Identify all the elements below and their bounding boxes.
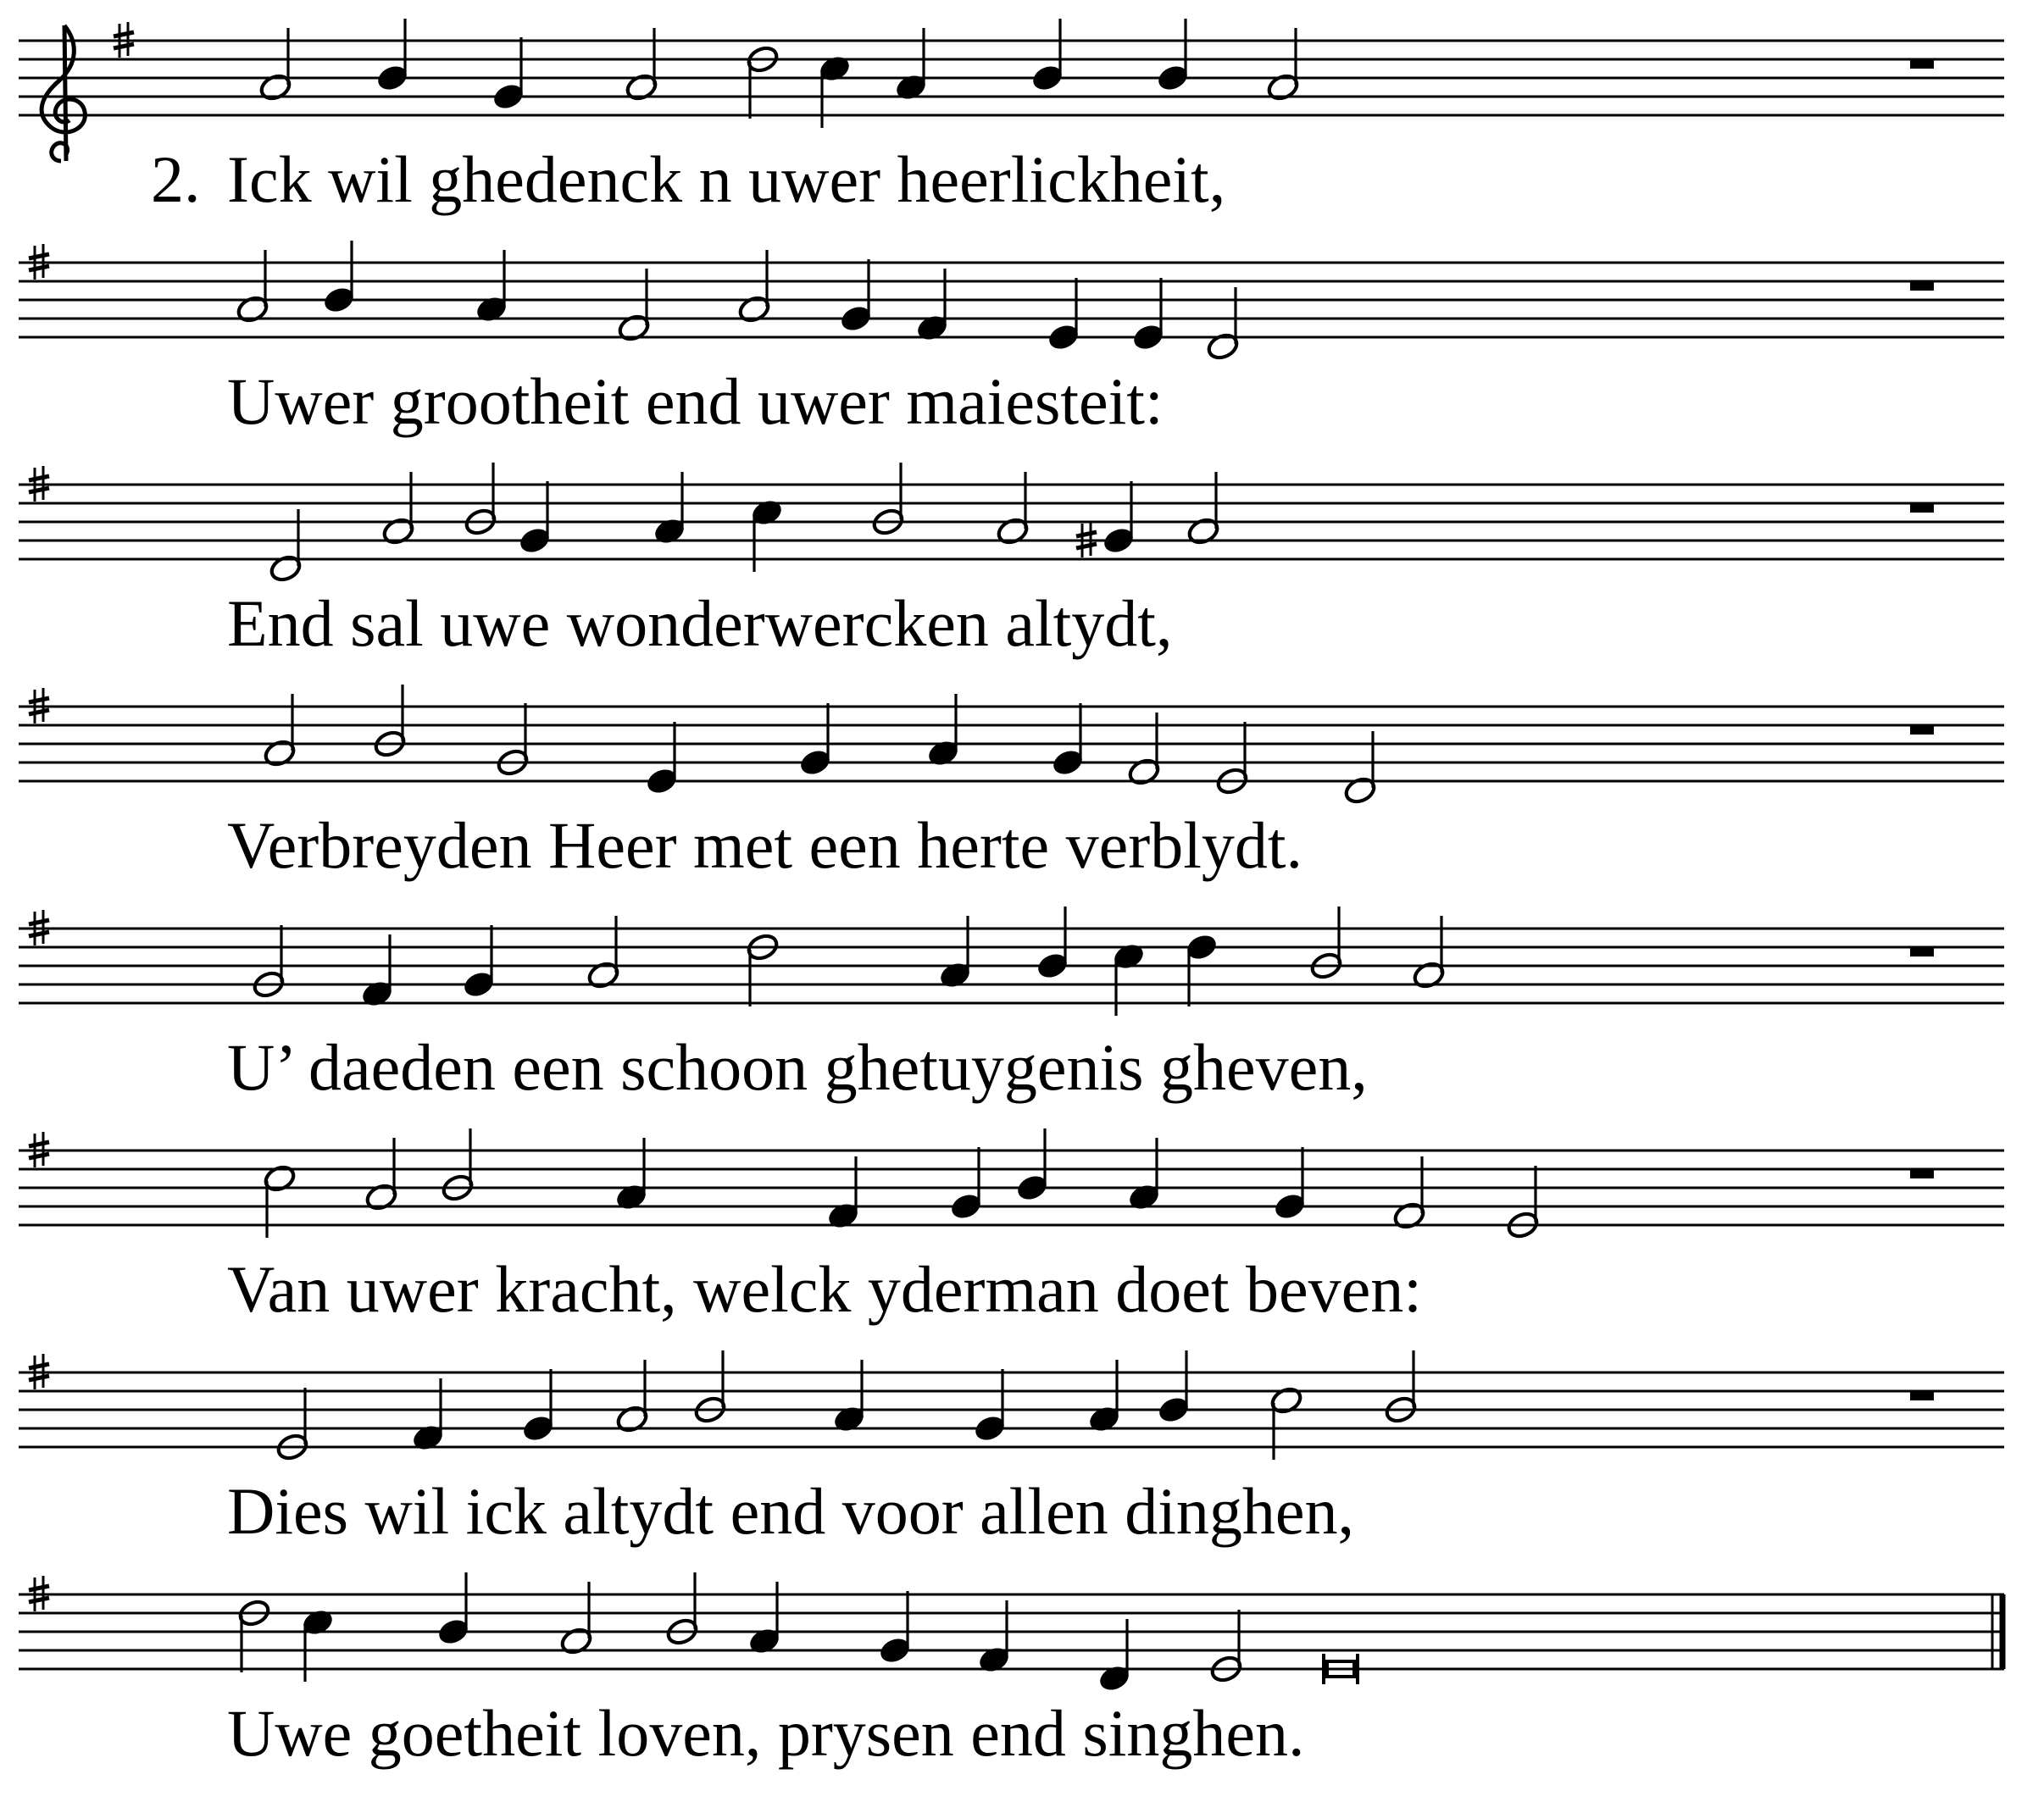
note <box>750 497 785 572</box>
note <box>462 925 497 1000</box>
note <box>1185 932 1219 1006</box>
note <box>1015 1128 1050 1203</box>
note <box>1156 19 1191 93</box>
staff-system <box>19 907 2004 1104</box>
note <box>263 694 297 768</box>
note <box>977 1600 1012 1675</box>
lyric-line: Van uwer kracht, welck yderman doet beven: <box>227 1252 1422 1326</box>
staff-system <box>19 19 2004 216</box>
note <box>381 472 416 546</box>
treble-clef-icon <box>42 25 85 161</box>
note <box>1215 722 1250 796</box>
half-rest-icon <box>1910 1391 1934 1400</box>
note <box>615 1360 650 1434</box>
note <box>878 1591 913 1666</box>
note <box>322 241 357 315</box>
note <box>1131 278 1166 352</box>
note <box>1309 907 1344 981</box>
note <box>236 250 270 324</box>
half-rest-icon <box>1910 59 1934 69</box>
note <box>653 472 687 546</box>
note <box>441 1128 475 1203</box>
note <box>1157 1350 1191 1425</box>
note <box>464 463 498 537</box>
note <box>894 28 929 103</box>
note <box>996 472 1030 546</box>
note <box>645 722 680 796</box>
note <box>1186 472 1221 546</box>
note <box>411 1378 446 1453</box>
note <box>1506 1166 1541 1240</box>
lyric-line: Uwe goetheit loven, prysen end singhen. <box>227 1696 1305 1770</box>
note <box>1112 941 1147 1016</box>
lyric-line: End sal uwe wonderwercken altydt, <box>227 586 1173 660</box>
note <box>559 1582 594 1656</box>
note <box>614 1138 649 1212</box>
note <box>1269 1385 1304 1460</box>
note <box>1076 481 1136 557</box>
note <box>839 259 874 334</box>
note <box>746 44 780 119</box>
lyric-line: Uwer grootheit end uwer maiesteit: <box>227 364 1164 438</box>
note <box>926 694 961 768</box>
note <box>949 1147 984 1222</box>
staff-system <box>19 1128 2004 1326</box>
lyric-line: Ick wil ghedenck n uwer heerlickheit, <box>227 142 1226 216</box>
note <box>237 1598 272 1672</box>
lyric-line: Dies wil ick altydt end voor allen dinghen, <box>227 1474 1355 1548</box>
note <box>915 269 950 343</box>
score-systems <box>19 19 2004 1770</box>
note <box>1047 278 1081 352</box>
note <box>269 509 303 584</box>
note <box>693 1350 728 1425</box>
note <box>521 1369 556 1444</box>
half-rest-icon <box>1910 281 1934 291</box>
staff-system <box>19 463 2004 660</box>
note <box>258 28 293 103</box>
note <box>1384 1350 1419 1425</box>
note <box>746 932 780 1006</box>
note <box>1051 703 1086 778</box>
half-rest-icon <box>1910 1169 1934 1178</box>
note <box>1087 1360 1122 1434</box>
half-rest-icon <box>1910 947 1934 956</box>
note <box>263 1163 297 1238</box>
note <box>798 703 833 778</box>
lyric-line: Verbreyden Heer met een herte verblydt. <box>227 808 1303 882</box>
note <box>818 53 853 128</box>
note <box>252 925 286 1000</box>
note <box>436 1572 471 1647</box>
note <box>1206 287 1241 362</box>
verse-number: 2. <box>151 142 201 216</box>
note <box>832 1360 867 1434</box>
note <box>1036 907 1070 981</box>
note <box>475 250 509 324</box>
staff-system <box>19 1350 2004 1548</box>
note <box>518 481 553 556</box>
note <box>1127 1138 1162 1212</box>
staff-system <box>19 1572 2004 1770</box>
note <box>1127 712 1162 787</box>
note <box>747 1582 782 1656</box>
note <box>1266 28 1301 103</box>
note <box>826 1156 861 1231</box>
note <box>496 703 530 778</box>
note <box>871 463 906 537</box>
note <box>665 1572 700 1647</box>
note <box>938 916 973 990</box>
note <box>586 916 621 990</box>
staff-system <box>19 685 2004 882</box>
note <box>492 37 526 112</box>
note <box>375 19 410 93</box>
note <box>1030 19 1065 93</box>
note <box>1392 1156 1427 1231</box>
note <box>301 1607 336 1682</box>
half-rest-icon <box>1910 503 1934 513</box>
note <box>617 269 652 343</box>
half-rest-icon <box>1910 725 1934 735</box>
note <box>1273 1147 1308 1222</box>
note <box>275 1388 310 1462</box>
note <box>373 685 408 759</box>
lyric-line: U’ daeden een schoon ghetuygenis gheven, <box>227 1030 1368 1104</box>
note <box>1343 731 1378 806</box>
note <box>737 250 772 324</box>
note <box>1209 1610 1244 1684</box>
note <box>1412 916 1447 990</box>
note <box>625 28 659 103</box>
staff-system <box>19 241 2004 438</box>
note <box>364 1138 399 1212</box>
note <box>360 934 395 1009</box>
note <box>1097 1619 1132 1694</box>
note <box>973 1369 1008 1444</box>
